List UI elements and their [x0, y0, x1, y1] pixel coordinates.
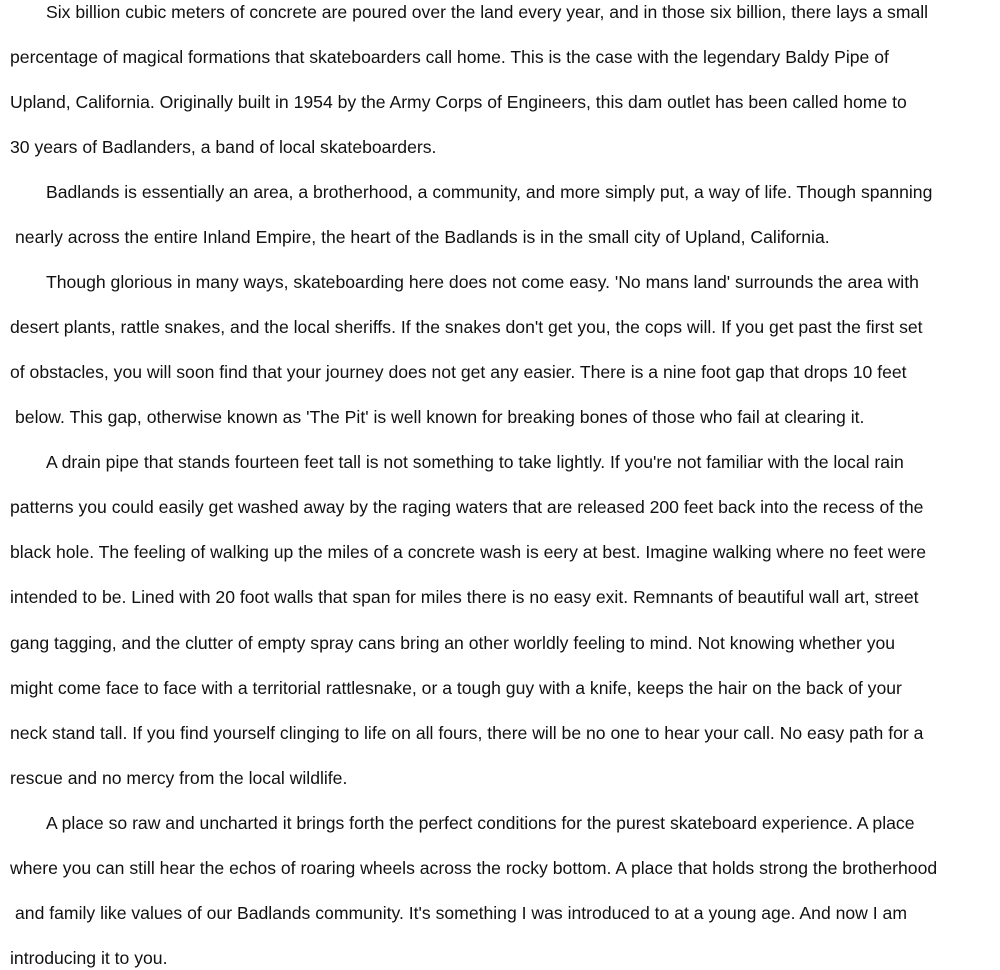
paragraph-1-line-2: percentage of magical formations that skateboarders call home. This is the case with the legendary Baldy Pipe of: [10, 47, 889, 67]
paragraph-5-line-3: and family like values of our Badlands community. It's something I was introduced to at a young age. And now I am: [15, 903, 907, 923]
paragraph-5-line-4: introducing it to you.: [10, 948, 168, 968]
paragraph-4-line-3: black hole. The feeling of walking up the miles of a concrete wash is eery at best. Imagine walking where no feet were: [10, 542, 927, 562]
paragraph-5-line-1: A place so raw and uncharted it brings forth the perfect conditions for the purest skateboard experience. A place: [46, 813, 915, 833]
paragraph-1-line-1: Six billion cubic meters of concrete are poured over the land every year, and in those six billion, there lays a small: [46, 2, 929, 22]
paragraph-5-line-2: where you can still hear the echos of roaring wheels across the rocky bottom. A place that holds strong the brotherhood: [10, 858, 938, 878]
paragraph-1-line-3: Upland, California. Originally built in 1954 by the Army Corps of Engineers, this dam outlet has been called home to: [10, 92, 907, 112]
paragraph-3-line-3: of obstacles, you will soon find that your journey does not get any easier. There is a nine foot gap that drops 10 feet: [10, 362, 907, 382]
paragraph-2-line-1: Badlands is essentially an area, a brotherhood, a community, and more simply put, a way of life. Though spanning: [46, 182, 933, 202]
paragraph-4-line-6: might come face to face with a territorial rattlesnake, or a tough guy with a knife, keeps the hair on the back of your: [10, 678, 902, 698]
paragraph-4-line-2: patterns you could easily get washed away by the raging waters that are released 200 feet back into the recess of the: [10, 497, 924, 517]
paragraph-3-line-4: below. This gap, otherwise known as 'The Pit' is well known for breaking bones of those who fail at clearing it.: [15, 407, 865, 427]
paragraph-1-line-4: 30 years of Badlanders, a band of local skateboarders.: [10, 137, 437, 157]
paragraph-4-line-1: A drain pipe that stands fourteen feet tall is not something to take lightly. If you're not familiar with the local rain: [46, 452, 904, 472]
paragraph-4-line-7: neck stand tall. If you find yourself clinging to life on all fours, there will be no one to hear your call. No easy path for a: [10, 723, 924, 743]
paragraph-3-line-1: Though glorious in many ways, skateboarding here does not come easy. 'No mans land' surrounds the area with: [46, 272, 919, 292]
paragraph-4-line-5: gang tagging, and the clutter of empty spray cans bring an other worldly feeling to mind. Not knowing whether you: [10, 633, 896, 653]
paragraph-3-line-2: desert plants, rattle snakes, and the local sheriffs. If the snakes don't get you, the cops will. If you get past the first set: [10, 317, 923, 337]
paragraph-2-line-2: nearly across the entire Inland Empire, the heart of the Badlands is in the small city of Upland, California.: [15, 227, 830, 247]
paragraph-4-line-8: rescue and no mercy from the local wildlife.: [10, 768, 348, 788]
paragraph-4-line-4: intended to be. Lined with 20 foot walls that span for miles there is no easy exit. Remnants of beautiful wall art, street: [10, 587, 919, 607]
